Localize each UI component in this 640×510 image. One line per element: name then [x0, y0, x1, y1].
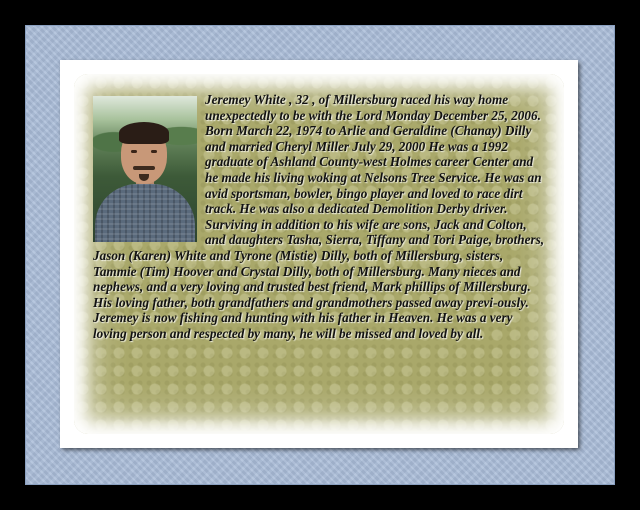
obituary-text: Jeremey White , 32 , of Millersburg raced his way home unexpectedly to be with the Lord Monday December 25, 2006. Born March 22, 1974 to Arlie and Geraldine (Chanay) Dilly and married Cheryl Miller July 29, 2000 He was a 1992 graduate of Ashland County-west Holmes career Center and he made his living woking at Nelsons Tree Service. He was an avid sportsman, bowler, bingo player and loved to race dirt track. He was also a dedicated Demolition Derby driver. Surviving in addition to his wife are sons, Jack and Colton, and daughters Tasha, Sierra, Tiffany and Tori Paige, brothers, Jason (Karen) White and Tyrone (Mistie) Dilly, both of Millersburg, sisters, Tammie (Tim) Hoover and Crystal Dilly, both of Millersburg. Many nieces and nephews, and a very loving and trusted best friend, Mark phillips of Millersburg. His loving father, both grandfathers and grandmothers passed away previ-ously. Jeremey is now fishing and hunting with his father in Heaven. He was a very loving person and respected by many, he will be missed and loved by all.	[93, 92, 545, 341]
portrait-shirt	[95, 184, 195, 242]
portrait-hair	[119, 122, 169, 144]
portrait-mustache	[133, 166, 155, 170]
portrait-left-eye	[131, 150, 137, 153]
portrait-photo-icon	[93, 96, 197, 242]
portrait-right-eye	[151, 150, 157, 153]
obituary-content	[93, 92, 549, 342]
